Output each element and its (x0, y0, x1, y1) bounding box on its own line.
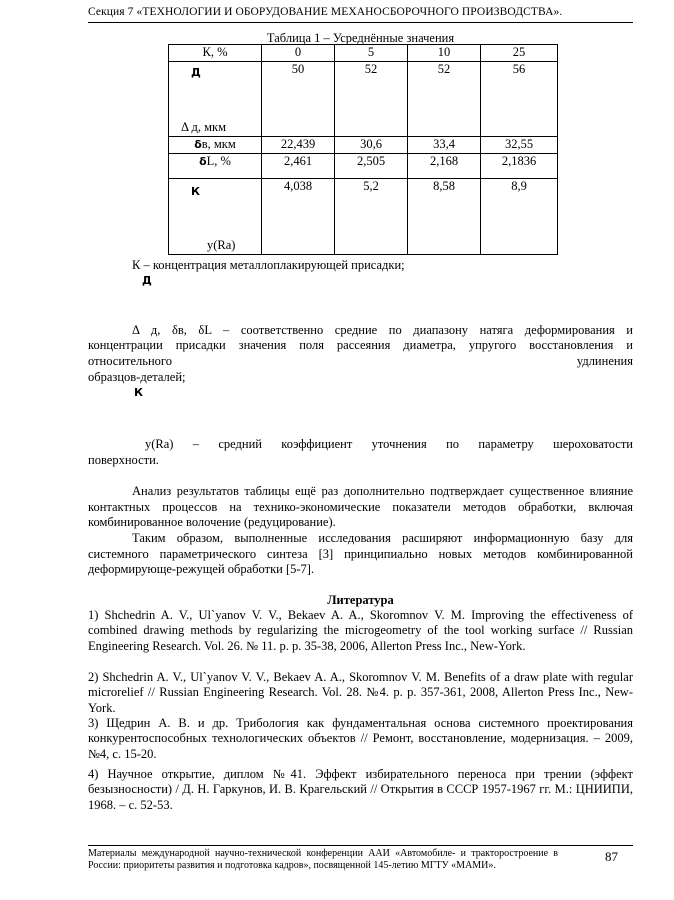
row-label-cell (169, 62, 262, 137)
legend-delta-line: концентрации присадки значения поля рассеяния диаметра, упругого восстановления и (88, 338, 633, 352)
row-label-cell (169, 137, 262, 154)
table-row (169, 154, 558, 179)
row-label: у(Ra) (207, 238, 236, 252)
body-paragraph: Таким образом, выполненные исследования расширяют информационную базу для системного параметрического синтеза [3] принципиально новых методов комбинированной деформирующе-режущей обработки [5-7]. (88, 531, 633, 576)
table-col-header: 5 (335, 45, 408, 62)
table-row (169, 62, 558, 137)
table-cell: 22,439 (262, 137, 335, 154)
row-label-cell (169, 154, 262, 179)
legend-delta-line: образцов-деталей; (88, 370, 186, 384)
table-cell: 50 (262, 62, 335, 137)
row-label: L, % (206, 154, 231, 168)
legend-ky-line: поверхности. (88, 453, 159, 467)
legend-ky-line: у(Ra) – средний коэффициент уточнения по параметру шероховатости (145, 437, 633, 451)
delta-b-glyph: δ (194, 138, 202, 151)
averages-table (168, 44, 558, 255)
table-col-header: 25 (481, 45, 558, 62)
reference-item: 1) Shchedrin A. V., Ul`yanov V. V., Bekaev A. A., Skoromnov V. M. Improving the effectiveness of combined drawing methods by regularizing the microgeometry of the tool working surface // Russian Engineering Research. Vol. 26. № 11. p. p. 35-38, 2006, Allerton Press Inc., New-York. (88, 608, 633, 653)
table-cell: 4,038 (262, 179, 335, 255)
table-caption: Таблица 1 – Усреднённые значения (266, 31, 455, 45)
table-col-header: 10 (408, 45, 481, 62)
k-glyph: К (191, 185, 200, 198)
page-number: 87 (605, 849, 618, 864)
delta-d-glyph: Д (191, 66, 201, 79)
table-col-header: 0 (262, 45, 335, 62)
legend-k: К – концентрация металлоплакирующей присадки; (132, 258, 405, 272)
reference-item: 2) Shchedrin A. V., Ul`yanov V. V., Bekaev A. A., Skoromnov V. M. Benefits of a draw plate with regular microrelief // Russian Engineering Research. Vol. 28. №4. p. p. 357-361, 2008, Allerton Press Inc., New-York. (88, 670, 633, 715)
legend-delta-right: удлинения (576, 354, 633, 368)
table-cell: 2,1836 (481, 154, 558, 179)
row-label: в, мкм (201, 137, 236, 151)
table-row (169, 179, 558, 255)
legend-delta-line: Δ д, δв, δL – соответственно средние по диапазону натяга деформирования и (132, 323, 633, 337)
reference-item: 4) Научное открытие, диплом №41. Эффект избирательного переноса при трении (эффект безызносности) / Д. Н. Гаркунов, И. В. Крагельский // Открытия в СССР 1957-1967 гг. М.: ЦНИИПИ, 1968. – с. 52-53. (88, 767, 633, 812)
table-head-label: К, % (169, 45, 262, 62)
legend-d-glyph: Д (142, 274, 152, 287)
table-cell: 32,55 (481, 137, 558, 154)
footer-rule (88, 845, 633, 846)
delta-l-glyph: δ (199, 155, 207, 168)
body-paragraph: Анализ результатов таблицы ещё раз дополнительно подтверждает существенное влияние контактных процессов на технико-экономические показатели методов обработки, включая комбинированное волочение (редуцирование). (88, 484, 633, 529)
table-cell: 52 (335, 62, 408, 137)
references-title: Литература (327, 593, 394, 607)
table-cell: 2,461 (262, 154, 335, 179)
legend-delta-left: относительного (88, 354, 172, 368)
header-rule (88, 22, 633, 23)
legend-k-glyph: К (134, 386, 143, 399)
table-cell: 2,168 (408, 154, 481, 179)
table-cell: 8,9 (481, 179, 558, 255)
footer-text: Материалы международной научно-технической конференции ААИ «Автомобиле- и тракторостроение в России: приоритеты развития и подготовка кадров», посвященной 145-летию МГТУ «МАМИ». (88, 848, 558, 871)
table-cell: 56 (481, 62, 558, 137)
row-label-cell (169, 179, 262, 255)
table-row (169, 137, 558, 154)
table-cell: 52 (408, 62, 481, 137)
table-cell: 8,58 (408, 179, 481, 255)
table-header-row (169, 45, 558, 62)
table-cell: 5,2 (335, 179, 408, 255)
running-header: Секция 7 «ТЕХНОЛОГИИ И ОБОРУДОВАНИЕ МЕХАНОСБОРОЧНОГО ПРОИЗВОДСТВА». (88, 6, 563, 18)
table-cell: 30,6 (335, 137, 408, 154)
row-label: Δ д, мкм (181, 120, 226, 134)
legend-delta-line (88, 354, 633, 369)
table-cell: 33,4 (408, 137, 481, 154)
reference-item: 3) Щедрин А. В. и др. Трибология как фундаментальная основа системного проектирования конкурентоспособных технологических объектов // Ремонт, восстановление, модернизация. – 2009, №4, с. 15-20. (88, 716, 633, 761)
table-cell: 2,505 (335, 154, 408, 179)
